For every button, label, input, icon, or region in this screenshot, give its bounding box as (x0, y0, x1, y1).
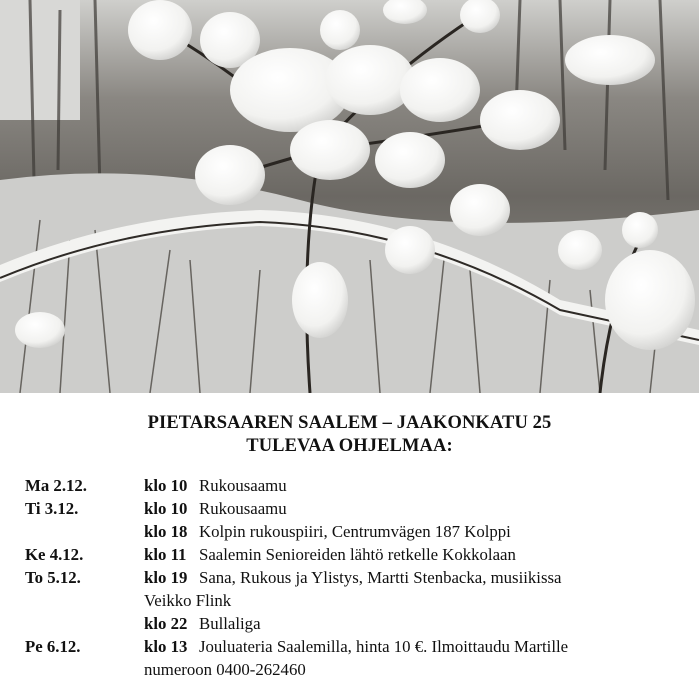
schedule-row (0, 566, 699, 589)
schedule-row (0, 474, 699, 497)
schedule-description: Saalemin Senioreiden lähtö retkelle Kokkolaan (199, 545, 516, 564)
schedule-time: klo 22 (144, 614, 188, 633)
schedule-description: Bullaliga (199, 614, 261, 633)
schedule-day: To 5.12. (25, 568, 81, 587)
schedule-description: Rukousaamu (199, 499, 287, 518)
schedule-time: klo 10 (144, 499, 188, 518)
schedule-description: Jouluateria Saalemilla, hinta 10 €. Ilmoittaudu Martille (199, 637, 569, 656)
schedule-time: klo 18 (144, 522, 188, 541)
schedule-day: Ma 2.12. (25, 476, 87, 495)
schedule-time: klo 19 (144, 568, 188, 587)
schedule-row (0, 520, 699, 543)
schedule-list (0, 474, 699, 681)
location-heading: PIETARSAAREN SAALEM – JAAKONKATU 25 (147, 413, 552, 433)
schedule-row (0, 543, 699, 566)
schedule-day: Pe 6.12. (25, 637, 81, 656)
schedule-row-continuation (0, 658, 699, 681)
schedule-description-continuation: Veikko Flink (144, 591, 232, 610)
schedule-row (0, 497, 699, 520)
schedule-time: klo 10 (144, 476, 188, 495)
schedule-description-continuation: numeroon 0400-262460 (144, 660, 306, 679)
schedule-description: Rukousaamu (199, 476, 287, 495)
schedule-day: Ke 4.12. (25, 545, 84, 564)
schedule-description: Sana, Rukous ja Ylistys, Martti Stenbacka, musiikissa (199, 568, 562, 587)
schedule-row-continuation (0, 589, 699, 612)
schedule-description: Kolpin rukouspiiri, Centrumvägen 187 Kolppi (199, 522, 511, 541)
schedule-time: klo 13 (144, 637, 188, 656)
schedule-day: Ti 3.12. (25, 499, 79, 518)
schedule-row (0, 612, 699, 635)
schedule-row (0, 635, 699, 658)
schedule-time: klo 11 (144, 545, 187, 564)
program-heading: TULEVAA OHJELMAA: (246, 436, 453, 456)
